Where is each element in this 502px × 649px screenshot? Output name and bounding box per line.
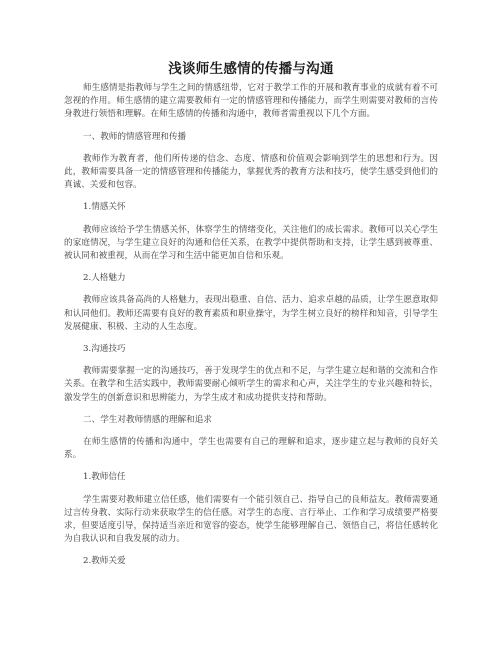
section-heading-1: 一、教师的情感管理和传播	[83, 131, 187, 142]
subheading-personality-charm: 2.人格魅力	[83, 273, 126, 284]
emotional-care-paragraph: 教师应该给予学生情感关怀，体察学生的情绪变化，关注他们的成长需求。教师可以关心学生的家庭情况，与学生建立良好的沟通和信任关系，在教学中提供帮助和支持，让学生感到被尊重、被认同和被重视，从而在学习和生活中能更加自信和乐观。	[64, 224, 438, 262]
section-1-paragraph: 教师作为教育者，他们所传递的信念、态度、情感和价值观会影响到学生的思想和行为。因此，教师需要具备一定的情感管理和传播能力，掌握优秀的教育方法和技巧，使学生感受到他们的真诚、关爱和包容。	[64, 153, 438, 191]
subheading-teacher-trust: 1.教师信任	[83, 472, 126, 483]
intro-paragraph: 师生感情是指教师与学生之间的情感纽带，它对于教学工作的开展和教育事业的成就有着不可忽视的作用。师生感情的建立需要教师有一定的情感管理和传播能力，而学生则需要对教师的言传身教进行领悟和理解。在师生感情的传播和沟通中，教师者需重视以下几个方面。	[64, 83, 438, 120]
subheading-communication-skills: 3.沟通技巧	[83, 344, 126, 355]
teacher-trust-paragraph: 学生需要对教师建立信任感，他们需要有一个能引领自己、指导自己的良师益友。教师需要通过言传身教、实际行动来获取学生的信任感。对学生的态度、言行举止、工作和学习成绩要严格要求，但要适度引导，保持适当亲近和宽容的姿态，使学生能够理解自己、领悟自己，将信任感转化为自我认识和自我发展的动力。	[64, 494, 438, 545]
document-title: 浅谈师生感情的传播与沟通	[168, 61, 334, 77]
section-heading-2: 二、学生对教师情感的理解和追求	[83, 414, 212, 425]
personality-charm-paragraph: 教师应该具备高尚的人格魅力，表现出稳重、自信、活力、追求卓越的品质，让学生愿意取仰和认同他们。教师还需要有良好的教育素质和职业操守，为学生树立良好的榜样和知音，引导学生发展健康、积极、主动的人生态度。	[64, 295, 438, 332]
subheading-teacher-care: 2.教师关爱	[83, 556, 126, 567]
subheading-emotional-care: 1.情感关怀	[83, 202, 126, 213]
document-body	[64, 82, 438, 569]
communication-skills-paragraph: 教师需要掌握一定的沟通技巧，善于发现学生的优点和不足，与学生建立起和谐的交流和合作关系。在教学和生活实践中，教师需要耐心倾听学生的需求和心声，关注学生的专业兴趣和特长，激发学生的创新意识和思辨能力，为学生成才和成功提供支持和帮助。	[64, 366, 438, 403]
section-2-paragraph: 在师生感情的传播和沟通中，学生也需要有自己的理解和追求，逐步建立起与教师的良好关系。	[64, 437, 438, 461]
